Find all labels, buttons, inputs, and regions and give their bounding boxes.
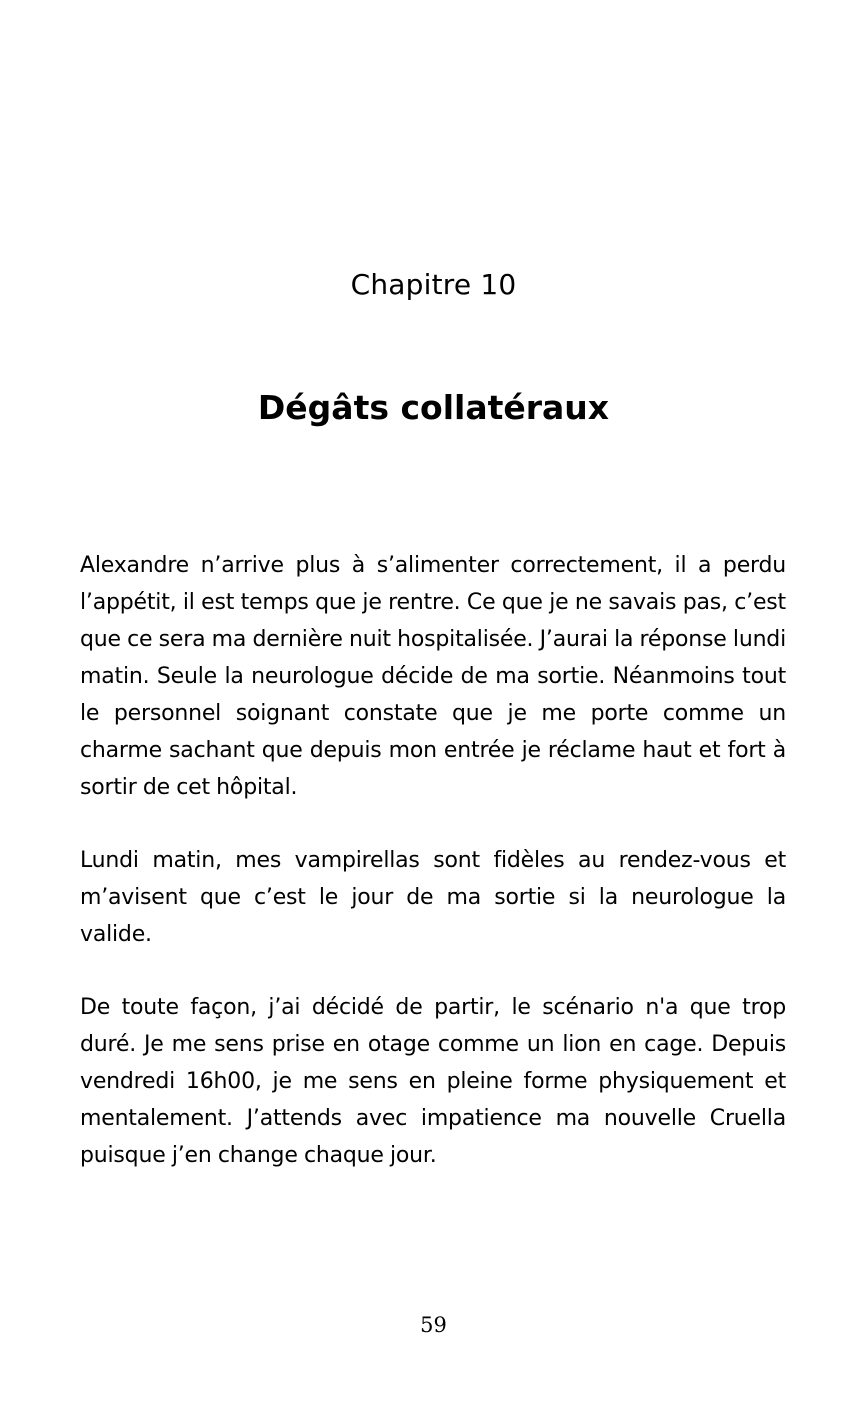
page-number: 59 [420, 1313, 447, 1337]
paragraph-1: Alexandre n’arrive plus à s’alimenter correctement, il a perdu l’appétit, il est temps que je rentre. Ce que je ne savais pas, c’est que ce sera ma dernière nuit hospitalisée. J’aurai la réponse lundi matin. Seule la neurologue décide de ma sortie. Néanmoins tout le personnel soignant constate que je me porte comme un charme sachant que depuis mon entrée je réclame haut et fort à sortir de cet hôpital. [80, 553, 786, 800]
paragraph-3: De toute façon, j’ai décidé de partir, le scénario n'a que trop duré. Je me sens prise en otage comme un lion en cage. Depuis vendredi 16h00, je me sens en pleine forme physiquement et mentalement. J’attends avec impatience ma nouvelle Cruella puisque j’en change chaque jour. [80, 995, 786, 1168]
chapter-body [80, 547, 786, 1210]
paragraph-2: Lundi matin, mes vampirellas sont fidèles au rendez-vous et m’avisent que c’est le jour de ma sortie si la neurologue la valide. [80, 848, 786, 947]
chapter-title: Dégâts collatéraux [257, 388, 610, 427]
chapter-number: Chapitre 10 [350, 268, 517, 301]
